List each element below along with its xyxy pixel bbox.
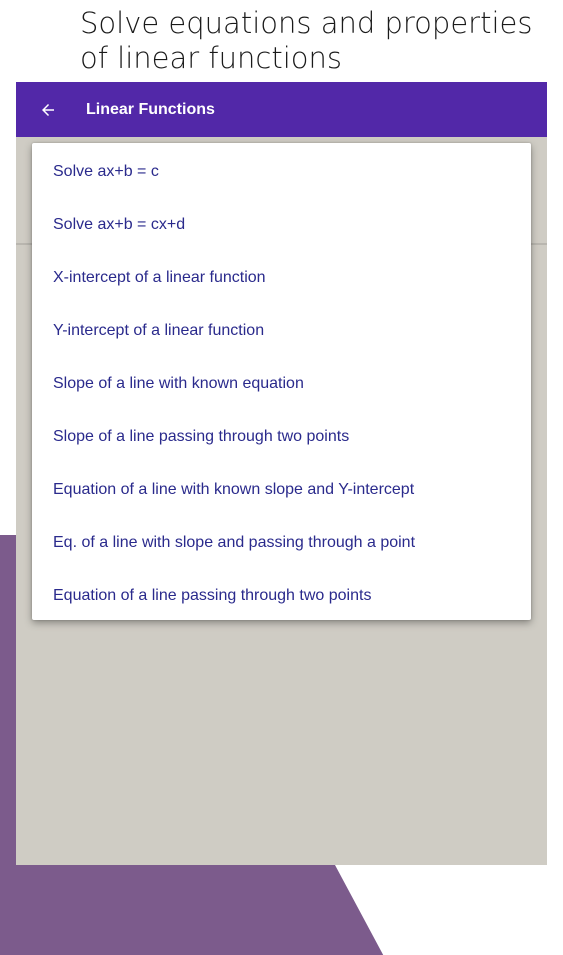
menu-item-slope-known-equation[interactable]: Slope of a line with known equation xyxy=(53,374,304,392)
dropdown-menu xyxy=(32,143,531,620)
menu-item-x-intercept[interactable]: X-intercept of a linear function xyxy=(53,268,266,286)
promo-headline: Solve equations and properties of linear functions xyxy=(80,6,533,75)
menu-item-equation-slope-point[interactable]: Eq. of a line with slope and passing through a point xyxy=(53,533,416,551)
app-bar xyxy=(16,82,547,137)
phone-screen xyxy=(16,82,547,865)
menu-item-slope-two-points[interactable]: Slope of a line passing through two points xyxy=(53,427,350,445)
menu-item-solve-ax-b-cx-d[interactable]: Solve ax+b = cx+d xyxy=(53,215,186,233)
menu-item-y-intercept[interactable]: Y-intercept of a linear function xyxy=(53,321,265,339)
arrow-left-icon xyxy=(39,101,57,119)
back-button[interactable] xyxy=(16,82,80,137)
menu-item-solve-ax-b-c[interactable]: Solve ax+b = c xyxy=(53,162,159,180)
menu-item-equation-two-points[interactable]: Equation of a line passing through two points xyxy=(53,586,372,604)
app-title: Linear Functions xyxy=(86,100,215,118)
menu-item-equation-slope-intercept[interactable]: Equation of a line with known slope and Y-intercept xyxy=(53,480,415,498)
